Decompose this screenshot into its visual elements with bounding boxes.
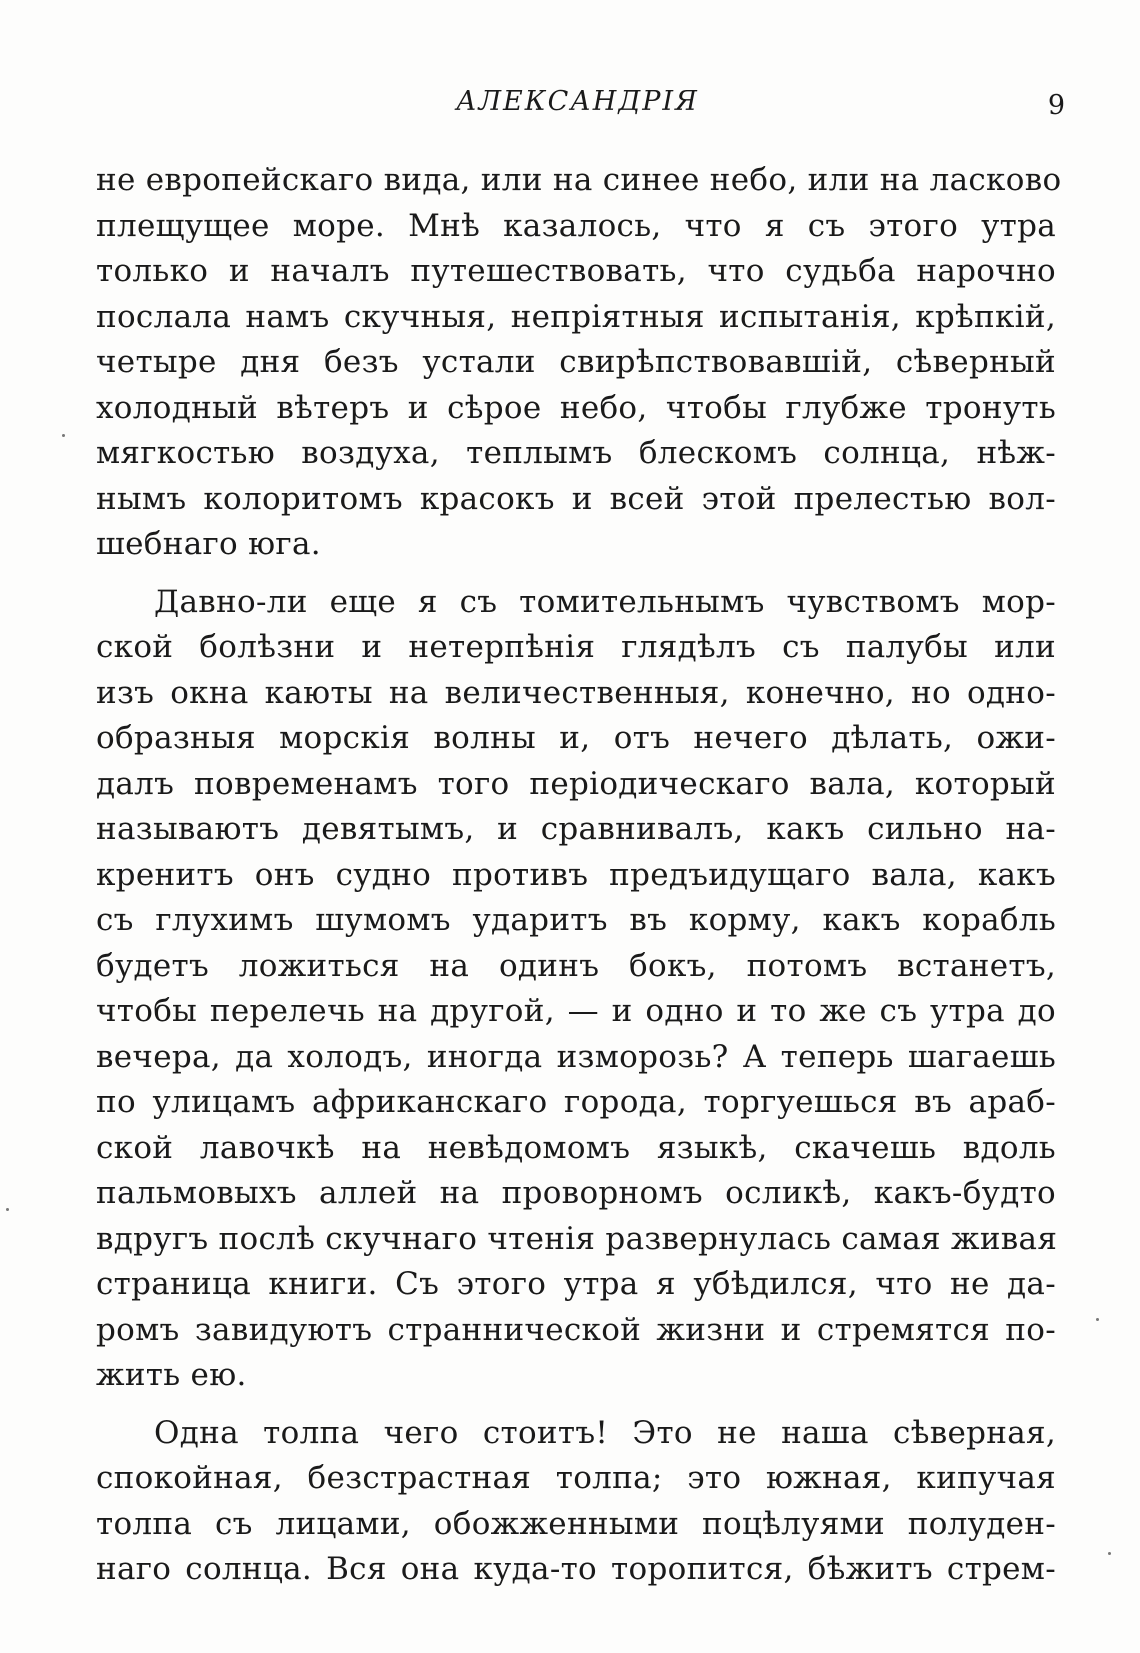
text-line: не европейскаго вида, или на синее небо, или на ласково [96,162,1062,198]
text-line: съ глухимъ шумомъ ударитъ въ корму, какъ корабль [96,902,1056,938]
text-line: далъ повременамъ того періодическаго вала, который [96,765,1056,802]
text-line: шебнаго юга. [96,526,321,562]
paragraph-3 [96,1411,1056,1593]
page-number: 9 [1047,90,1065,121]
text-line: четыре дня безъ устали свирѣпствовавшій, сѣверный [96,344,1056,380]
paper-speck [1108,1552,1111,1555]
paper-speck [6,1208,9,1211]
text-line: толпа съ лицами, обожженными поцѣлуями полуден- [96,1505,1056,1542]
text-line: холодный вѣтеръ и сѣрое небо, чтобы глубже тронуть [96,389,1056,426]
text-line: будетъ ложиться на одинъ бокъ, потомъ встанетъ, [96,947,1056,984]
text-line: называютъ девятымъ, и сравнивалъ, какъ сильно на- [96,811,1056,847]
text-line: ской болѣзни и нетерпѣнія глядѣлъ съ палубы или [96,629,1056,665]
text-line: вечера, да холодъ, иногда изморозь? А теперь шагаешь [96,1038,1056,1075]
running-title: АЛЕКСАНДРІЯ [456,86,699,117]
text-line: кренитъ онъ судно противъ предъидущаго вала, какъ [96,856,1056,893]
text-line: изъ окна каюты на величественныя, конечно, но одно- [96,674,1056,711]
paragraph-1 [96,158,1062,568]
text-line: только и началъ путешествовать, что судьба нарочно [96,253,1056,289]
text-line: плещущее море. Мнѣ казалось, что я съ этого утра [96,207,1056,244]
running-head [90,80,1065,120]
text-line: по улицамъ африканскаго города, торгуешься въ араб- [96,1084,1056,1120]
text-line: жить ею. [96,1357,247,1393]
text-line: Одна толпа чего стоитъ! Это не наша сѣверная, [154,1414,1056,1451]
text-line: ской лавочкѣ на невѣдомомъ языкѣ, скачешь вдоль [96,1129,1056,1166]
text-line: вдругъ послѣ скучнаго чтенія развернулась самая живая [96,1220,1058,1257]
paper-speck [1096,1318,1099,1321]
text-line: нымъ колоритомъ красокъ и всей этой прелестью вол- [96,480,1056,517]
text-line: наго солнца. Вся она куда-то торопится, бѣжитъ стрем- [96,1551,1056,1587]
text-line: ромъ завидуютъ страннической жизни и стремятся по- [96,1311,1056,1348]
text-line: страница книги. Съ этого утра я убѣдился, что не да- [96,1266,1056,1302]
text-line: мягкостью воздуха, теплымъ блескомъ солнца, нѣж- [96,435,1056,471]
text-line: послала намъ скучныя, непріятныя испытанія, крѣпкій, [96,298,1056,335]
text-line: спокойная, безстрастная толпа; это южная, кипучая [96,1460,1056,1496]
text-line: образныя морскія волны и, отъ нечего дѣлать, ожи- [96,720,1056,756]
text-line: пальмовыхъ аллей на проворномъ осликѣ, какъ-будто [96,1175,1056,1211]
body-text [96,158,1062,1593]
paragraph-2 [96,580,1056,1399]
text-line: Давно-ли еще я съ томительнымъ чувствомъ мор- [154,583,1056,620]
text-line: чтобы перелечь на другой, — и одно и то же съ утра до [96,993,1056,1029]
paper-speck [62,434,65,437]
